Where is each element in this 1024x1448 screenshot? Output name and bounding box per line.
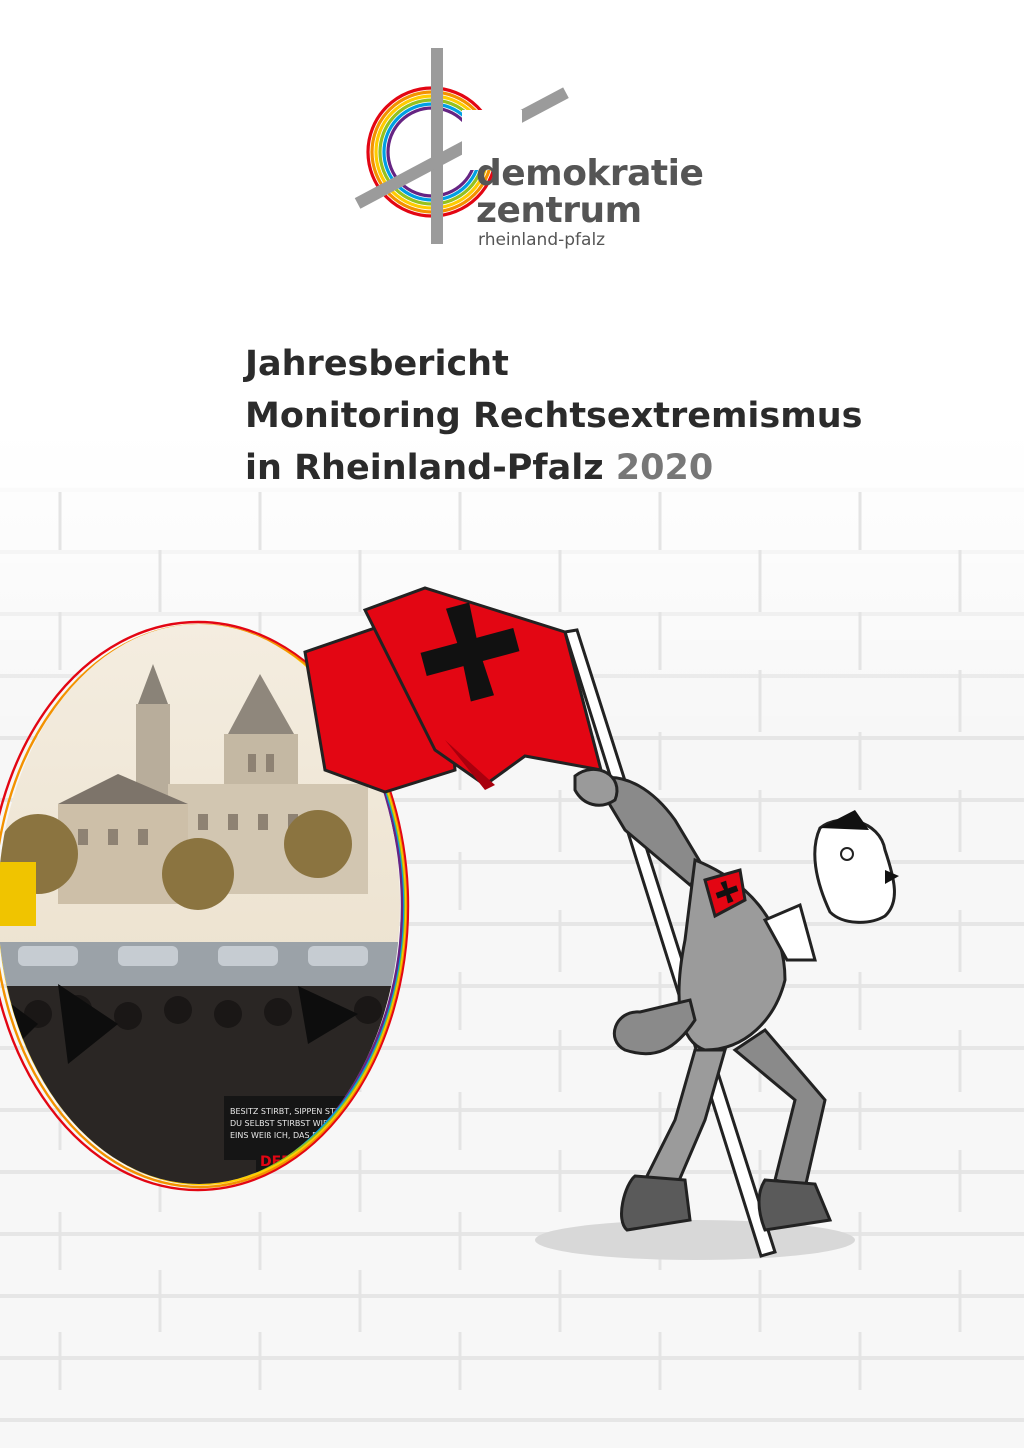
svg-text:DU SELBST STIRBST WIE SI: DU SELBST STIRBST WIE SI bbox=[230, 1119, 339, 1128]
title-line-2: Monitoring Rechtsextremismus bbox=[245, 396, 863, 436]
cartoon-flag-bearer-icon bbox=[295, 580, 935, 1280]
head-shape bbox=[815, 820, 895, 922]
title-line-3-text: in Rheinland-Pfalz bbox=[245, 448, 616, 488]
banner-red-text: DER TOTEN bbox=[260, 1154, 350, 1170]
report-title bbox=[245, 338, 1005, 494]
logo-line-demokratie: demokratie bbox=[476, 153, 704, 194]
cartoon-figure-with-flag bbox=[295, 580, 935, 1280]
demokratiezentrum-logo bbox=[340, 40, 720, 270]
left-leg bbox=[645, 1050, 725, 1190]
left-boot bbox=[622, 1176, 690, 1230]
shadow-shape bbox=[535, 1220, 855, 1260]
logo-line-rheinland-pfalz: rheinland-pfalz bbox=[478, 230, 606, 250]
right-boot bbox=[759, 1180, 830, 1230]
logo-line-zentrum: zentrum bbox=[476, 190, 642, 231]
banner-text: BESITZ STIRBT, SIPPEN STE bbox=[230, 1107, 340, 1116]
svg-text:EINS WEIß ICH, DAS EWIG L: EINS WEIß ICH, DAS EWIG L bbox=[230, 1131, 341, 1140]
title-line-3 bbox=[245, 442, 1005, 494]
title-line-1: Jahresbericht bbox=[245, 344, 509, 384]
title-year: 2020 bbox=[615, 448, 714, 488]
